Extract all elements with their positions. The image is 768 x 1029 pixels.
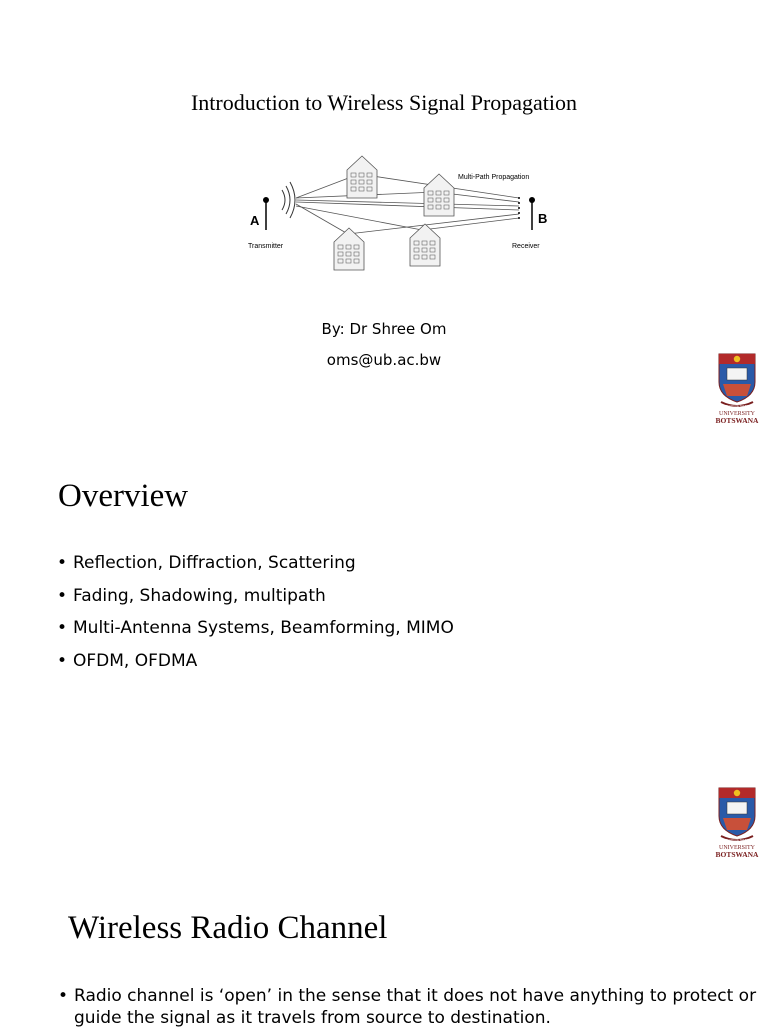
logo-motto: THUTO KE THEBE [725, 405, 749, 408]
building-icon [410, 224, 440, 266]
multipath-propagation-diagram [244, 150, 554, 275]
diagram-caption: Multi-Path Propagation [458, 174, 530, 181]
author-email: oms@ub.ac.bw [326, 351, 442, 369]
logo-line2: BOTSWANA [715, 850, 759, 859]
transmitter-letter: A [250, 213, 260, 228]
building-icon [424, 174, 454, 216]
overview-heading: Overview [58, 478, 189, 514]
logo-line1: UNIVERSITY [719, 845, 755, 851]
logo-line1: UNIVERSITY [719, 411, 755, 417]
slide-title-heading: Introduction to Wireless Signal Propagation [190, 90, 578, 115]
receiver-label: Receiver [512, 243, 540, 250]
receiver-letter: B [538, 211, 548, 226]
building-icon [334, 228, 364, 270]
author-name: By: Dr Shree Om [321, 320, 447, 338]
radio-channel-bullet-list [58, 985, 758, 1029]
logo-motto: THUTO KE THEBE [725, 839, 749, 842]
university-logo [713, 786, 761, 860]
bullet-item: • Fading, Shadowing, multipath [57, 584, 454, 617]
logo-line2: BOTSWANA [715, 416, 759, 425]
bullet-item: • Multi-Antenna Systems, Beamforming, MIMO [57, 616, 454, 649]
bullet-item: • Reflection, Diffraction, Scattering [57, 551, 454, 584]
transmitter-label: Transmitter [248, 243, 284, 250]
overview-bullet-list [57, 551, 454, 681]
bullet-item: • OFDM, OFDMA [57, 649, 454, 682]
university-logo [713, 352, 761, 426]
bullet-item: • Radio channel is ‘open’ in the sense that it does not have anything to protect or guide the signal as it travels from source to destination. [58, 985, 758, 1029]
radio-channel-heading: Wireless Radio Channel [68, 910, 388, 946]
building-icon [347, 156, 377, 198]
slide-title [0, 0, 768, 432]
